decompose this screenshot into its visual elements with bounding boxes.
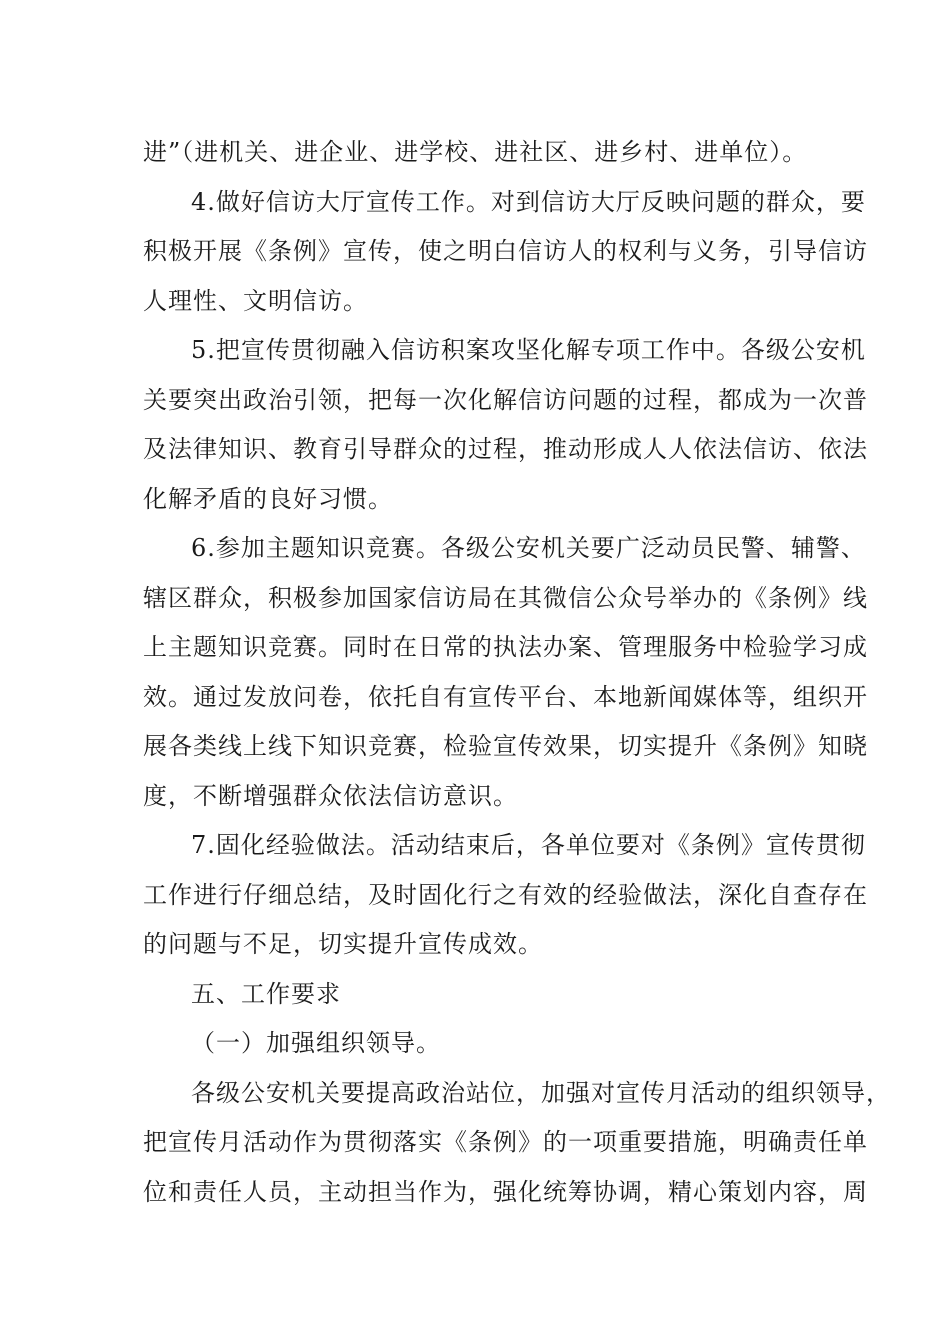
body-line: 关要突出政治引领，把每一次化解信访问题的过程，都成为一次普: [143, 385, 868, 414]
body-line: 人理性、文明信访。: [143, 286, 368, 315]
paragraph-item-4: 4.做好信访大厅宣传工作。对到信访大厅反映问题的群众，要: [191, 187, 866, 216]
paragraph-item-6: 6.参加主题知识竞赛。各级公安机关要广泛动员民警、辅警、: [191, 534, 866, 562]
body-line: 展各类线上线下知识竞赛，检验宣传效果，切实提升《条例》知晓: [143, 732, 868, 760]
body-line: 及法律知识、教育引导群众的过程，推动形成人人依法信访、依法: [143, 435, 868, 463]
document-body: [143, 128, 891, 1217]
paragraph-start: 各级公安机关要提高政治站位，加强对宣传月活动的组织领导，: [191, 1078, 891, 1107]
body-line: 化解矛盾的良好习惯。: [143, 484, 393, 513]
paragraph-item-5: 5.把宣传贯彻融入信访积案攻坚化解专项工作中。各级公安机: [191, 336, 866, 364]
body-line: 位和责任人员，主动担当作为，强化统筹协调，精心策划内容，周: [143, 1177, 868, 1206]
body-line: 工作进行仔细总结，及时固化行之有效的经验做法，深化自查存在: [143, 880, 868, 909]
body-line: 积极开展《条例》宣传，使之明白信访人的权利与义务，引导信访: [143, 237, 868, 265]
body-line: 的问题与不足，切实提升宣传成效。: [143, 930, 543, 958]
body-line: 度，不断增强群众依法信访意识。: [143, 781, 518, 810]
paragraph-item-7: 7.固化经验做法。活动结束后，各单位要对《条例》宣传贯彻: [191, 831, 866, 859]
body-line: 进”（进机关、进企业、进学校、进社区、进乡村、进单位）。: [143, 138, 808, 166]
body-line: 把宣传月活动作为贯彻落实《条例》的一项重要措施，明确责任单: [143, 1128, 868, 1156]
body-line: 上主题知识竞赛。同时在日常的执法办案、管理服务中检验学习成: [143, 633, 868, 661]
section-heading: 五、工作要求: [191, 979, 341, 1008]
body-line: 辖区群众，积极参加国家信访局在其微信公众号举办的《条例》线: [143, 583, 868, 612]
body-line: 效。通过发放问卷，依托自有宣传平台、本地新闻媒体等，组织开: [143, 682, 868, 711]
subsection-heading: （一）加强组织领导。: [191, 1029, 441, 1057]
